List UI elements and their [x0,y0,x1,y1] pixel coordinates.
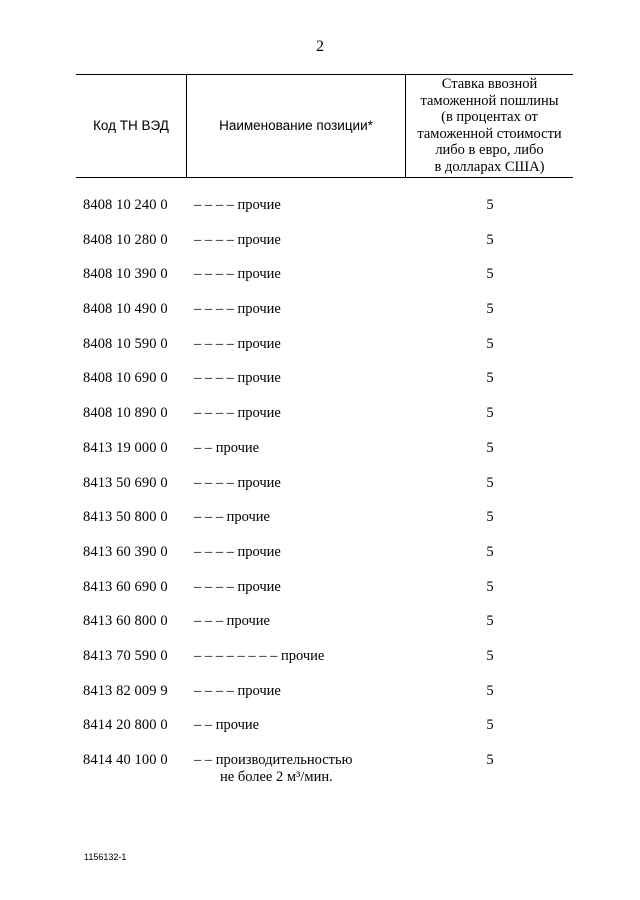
row-rate: 5 [486,509,494,526]
row-code: 8413 60 800 0 [83,613,168,630]
row-code: 8408 10 280 0 [83,231,168,248]
table-row [0,405,640,440]
row-rate: 5 [486,543,494,560]
row-code: 8413 60 690 0 [83,578,168,595]
table-row [0,683,640,718]
row-rate: 5 [486,578,494,595]
row-name-line: – – – – прочие [194,405,281,422]
row-code: 8413 60 390 0 [83,543,168,560]
row-name-line: – – – – прочие [194,474,281,491]
row-rate: 5 [486,613,494,630]
table-body [0,197,640,787]
row-code: 8408 10 390 0 [83,266,168,283]
row-name-line: – – – – – – – – прочие [194,647,325,664]
table-row [0,475,640,510]
row-name-line: – – – прочие [194,613,270,630]
header-code: Код ТН ВЭД [93,118,169,133]
row-name [194,197,281,214]
row-name [194,579,281,596]
table-row [0,579,640,614]
table-row [0,613,640,648]
table-row [0,752,640,787]
row-rate: 5 [486,335,494,352]
row-rate: 5 [486,717,494,734]
row-code: 8414 40 100 0 [83,752,168,768]
row-rate: 5 [486,647,494,664]
row-rate: 5 [486,370,494,387]
table-row [0,648,640,683]
row-name-line: – – прочие [194,717,260,734]
row-name [194,266,281,283]
row-code: 8408 10 240 0 [83,197,168,213]
row-rate: 5 [486,301,494,318]
row-name [194,232,281,249]
table-row [0,370,640,405]
row-code: 8413 70 590 0 [83,647,168,664]
row-code: 8408 10 490 0 [83,301,168,318]
row-name-line: – – – – прочие [194,543,281,560]
row-name [194,544,281,561]
table-row [0,266,640,301]
row-name [194,336,281,353]
row-name-line: – – – – прочие [194,335,281,352]
row-name [194,301,281,318]
header-rate: Ставка ввозной таможенной пошлины (в процентах от таможенной стоимости либо в евро, либо в долларах США) [417,76,562,175]
row-rate: 5 [486,197,494,213]
row-code: 8413 82 009 9 [83,682,168,699]
row-name-line: – – – – прочие [194,682,281,699]
row-name-line: – – – – прочие [194,301,281,318]
document-number: 1156132-1 [84,852,127,862]
row-code: 8413 19 000 0 [83,439,168,456]
table-row [0,544,640,579]
row-code: 8413 50 800 0 [83,509,168,526]
row-name [194,405,281,422]
table-header-bottom-rule [76,177,573,178]
row-name-line: – – – – прочие [194,197,281,213]
row-rate: 5 [486,231,494,248]
table-row [0,440,640,475]
row-name [194,440,259,457]
row-rate: 5 [486,405,494,422]
row-name-continuation: не более 2 м³/мин. [220,769,333,785]
row-name [194,613,270,630]
header-name: Наименование позиции* [219,118,373,133]
table-row [0,301,640,336]
row-name-line: – – – – прочие [194,231,281,248]
row-name [194,683,281,700]
row-code: 8414 20 800 0 [83,717,168,734]
row-rate: 5 [486,439,494,456]
row-name [194,717,259,734]
row-name [194,475,281,492]
row-name [194,648,324,665]
row-name-line: – – – – прочие [194,578,281,595]
table-row [0,509,640,544]
row-name [194,370,281,387]
row-name-line: – – – прочие [194,509,270,526]
table-row [0,197,640,232]
row-name-line: – – производительностью [194,752,353,768]
row-rate: 5 [486,266,494,283]
table-row [0,336,640,371]
row-rate: 5 [486,682,494,699]
row-rate: 5 [486,474,494,491]
row-name [194,509,270,526]
row-code: 8408 10 590 0 [83,335,168,352]
row-code: 8408 10 690 0 [83,370,168,387]
row-code: 8408 10 890 0 [83,405,168,422]
row-code: 8413 50 690 0 [83,474,168,491]
row-name [194,752,352,786]
row-name-line: – – – – прочие [194,370,281,387]
row-name-line: – – прочие [194,439,260,456]
page-number: 2 [316,38,324,55]
table-row [0,232,640,267]
table-row [0,717,640,752]
row-name-line: – – – – прочие [194,266,281,283]
row-rate: 5 [486,752,494,768]
